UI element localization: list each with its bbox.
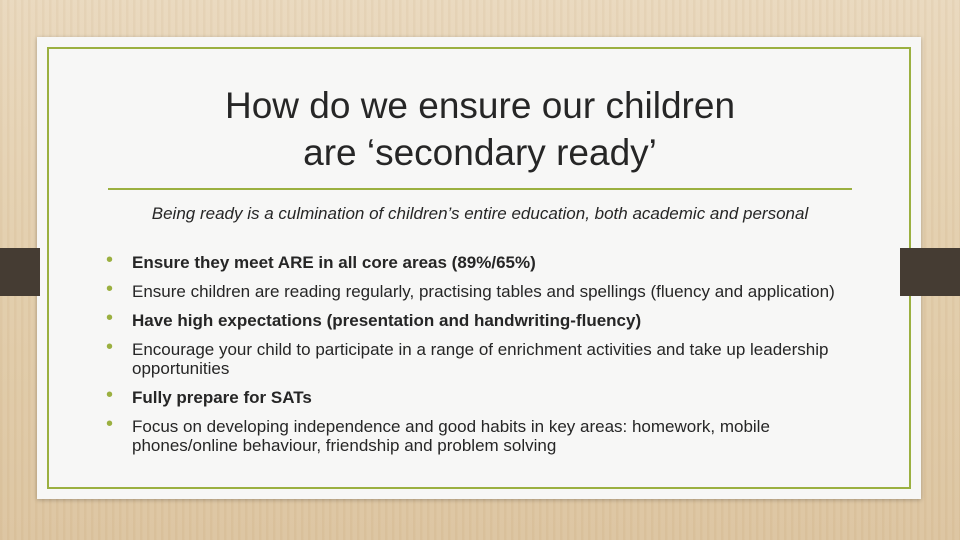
slide-title bbox=[0, 82, 960, 176]
bullet-text: Have high expectations (presentation and handwriting-fluency) bbox=[132, 311, 642, 330]
bullet-item bbox=[106, 384, 862, 407]
title-line-1: How do we ensure our children bbox=[224, 85, 736, 126]
bullet-item bbox=[106, 413, 862, 455]
bullet-dot-icon: • bbox=[106, 413, 114, 435]
bullet-list bbox=[106, 249, 862, 465]
bullet-text: Ensure children are reading regularly, practising tables and spellings (fluency and application) bbox=[132, 282, 835, 301]
bullet-item bbox=[106, 249, 862, 272]
bullet-dot-icon: • bbox=[106, 249, 114, 271]
right-side-tab bbox=[900, 248, 960, 296]
bullet-dot-icon: • bbox=[106, 336, 114, 358]
left-side-tab bbox=[0, 248, 40, 296]
bullet-dot-icon: • bbox=[106, 278, 114, 300]
bullet-text: Fully prepare for SATs bbox=[132, 388, 312, 407]
title-divider bbox=[108, 188, 852, 190]
bullet-text: Focus on developing independence and good habits in key areas: homework, mobile phones/online behaviour, friendship and problem solving bbox=[132, 417, 770, 455]
bullet-item bbox=[106, 278, 862, 301]
bullet-dot-icon: • bbox=[106, 384, 114, 406]
bullet-text: Ensure they meet ARE in all core areas (89%/65%) bbox=[132, 253, 536, 272]
bullet-dot-icon: • bbox=[106, 307, 114, 329]
bullet-text: Encourage your child to participate in a range of enrichment activities and take up leadership opportunities bbox=[132, 340, 829, 378]
title-line-2: are ‘secondary ready’ bbox=[303, 132, 657, 173]
intro-text: Being ready is a culmination of children’s entire education, both academic and personal bbox=[151, 204, 809, 223]
bullet-item bbox=[106, 336, 862, 378]
bullet-item bbox=[106, 307, 862, 330]
